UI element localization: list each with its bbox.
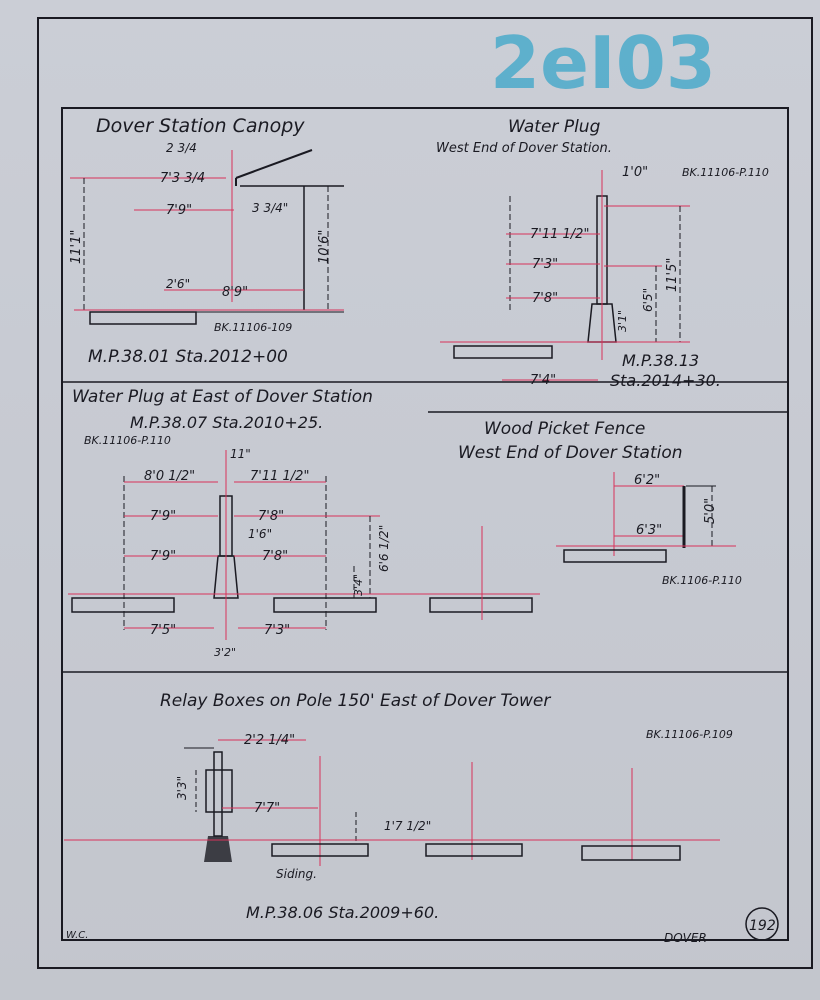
dim-label: 3'1" (616, 309, 629, 332)
track-tie (90, 312, 196, 324)
section-title: Water Plug at East of Dover Station (72, 387, 373, 407)
sheet-number: 192 (749, 918, 776, 934)
dim-label: 3'4" (352, 573, 365, 596)
dim-label: 7'8" (262, 549, 289, 564)
stamp-number: 2eI03 (490, 21, 716, 105)
dim-label: 6'3" (636, 523, 663, 538)
dim-label: 7'11 1/2" (250, 469, 310, 484)
track-tie (582, 846, 680, 860)
canopy-title: Dover Station Canopy (96, 115, 305, 137)
dim-label: 7'9" (166, 203, 193, 218)
canopy-section (69, 115, 344, 367)
section-title: Wood Picket Fence (484, 419, 646, 439)
dim-label: 7'5" (150, 623, 177, 638)
dim-label: 7'9" (150, 549, 177, 564)
dim-label: 7'3" (532, 257, 559, 272)
track-tie (72, 598, 174, 612)
dim-label: 7'4" (530, 373, 557, 388)
dim-label: 7'11 1/2" (530, 227, 590, 242)
relay-pole (214, 752, 222, 836)
track-tie (454, 346, 552, 358)
book-ref: BK.11106-P.110 (84, 434, 171, 447)
book-ref: BK.11106-109 (214, 321, 293, 334)
dim-label: 5'0" (703, 497, 718, 524)
dim-label: 8'0 1/2" (144, 469, 196, 484)
relay-box (206, 770, 232, 812)
dim-label: 6'2" (634, 473, 661, 488)
dim-label: 1'6" (248, 527, 273, 541)
dim-label: 1'7 1/2" (384, 819, 432, 833)
track-tie (274, 598, 376, 612)
picket-fence-section (458, 419, 742, 587)
section-title: West End of Dover Station (458, 443, 683, 463)
dim-label: 2'2 1/4" (244, 733, 296, 748)
track-tie (564, 550, 666, 562)
dim-label: 2 3/4 (166, 141, 197, 155)
dim-label: 7'3 3/4 (160, 171, 206, 186)
dim-label: 7'7" (254, 801, 281, 816)
book-ref: BK.1106-P.110 (662, 574, 742, 587)
dim-label: 11'1" (69, 229, 84, 264)
location-label: M.P.38.13 (622, 351, 700, 370)
dim-label: 7'9" (150, 509, 177, 524)
dim-label: 7'8" (258, 509, 285, 524)
book-ref: BK.11106-P.109 (646, 728, 733, 741)
dim-label: 2'6" (166, 277, 191, 291)
dim-label: 6'6 1/2" (377, 524, 391, 572)
dim-label: 11'5" (665, 257, 680, 292)
inner-border (62, 108, 788, 940)
siding-label: Siding. (276, 867, 317, 881)
location-label: M.P.38.01 Sta.2012+00 (88, 347, 288, 367)
dim-label: 1'0" (622, 165, 649, 180)
location-label: Sta.2014+30. (610, 371, 721, 390)
relay-boxes-section (64, 691, 733, 922)
dim-label: 6'5" (641, 287, 655, 312)
book-ref: BK.11106-P.110 (682, 166, 769, 179)
canopy-roof (236, 150, 312, 178)
drafter-initials: W.C. (66, 930, 89, 941)
water-plug-east-section (68, 387, 540, 659)
place-label: DOVER (664, 931, 707, 945)
dim-label: 7'3" (264, 623, 291, 638)
dim-label: 7'8" (532, 291, 559, 306)
track-tie (426, 844, 522, 856)
dim-label: 11" (230, 447, 251, 461)
section-title: Water Plug (508, 117, 601, 137)
dim-label: 3'2" (214, 646, 237, 659)
dim-label: 3 3/4" (252, 201, 289, 215)
dim-label: 3'3" (175, 775, 189, 800)
dim-label: 8'9" (222, 285, 249, 300)
location-label: M.P.38.06 Sta.2009+60. (246, 903, 440, 922)
dim-label: 10'6" (317, 229, 332, 264)
track-tie (430, 598, 532, 612)
section-subtitle: West End of Dover Station. (436, 141, 612, 156)
water-plug-west-section (436, 117, 769, 390)
section-title: Relay Boxes on Pole 150' East of Dover Tower (160, 691, 551, 711)
location-label: M.P.38.07 Sta.2010+25. (130, 413, 324, 432)
